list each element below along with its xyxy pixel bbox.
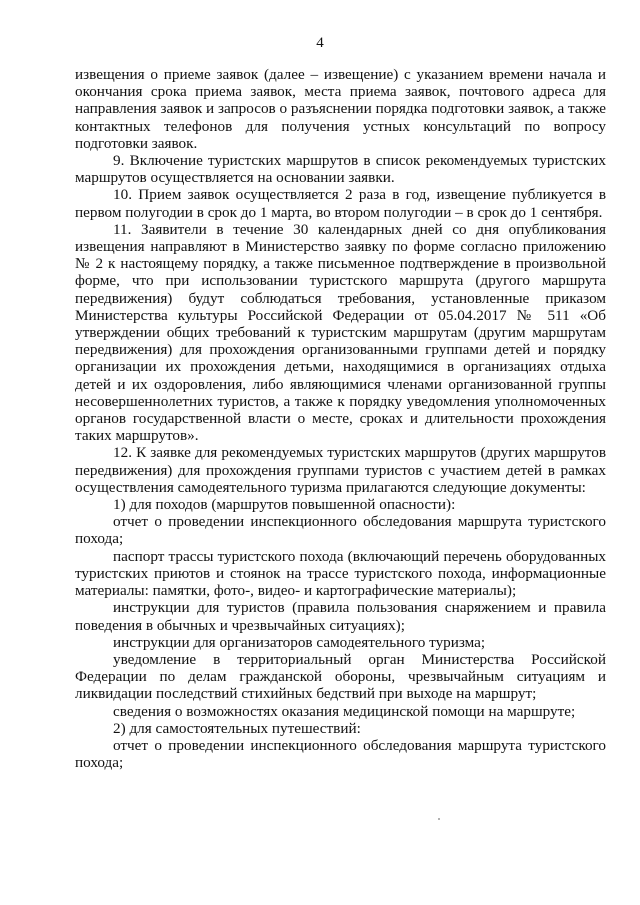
paragraph-item-9: 9. Включение туристских маршрутов в список рекомендуемых туристских маршрутов осуществляется на основании заявки. [75, 152, 606, 187]
list-item: сведения о возможностях оказания медицинской помощи на маршруте; [113, 702, 576, 720]
subitem-hikes-heading: 1) для походов (маршрутов повышенной опасности): [113, 496, 456, 514]
page-number: 4 [316, 35, 324, 51]
list-item: уведомление в территориальный орган Министерства Российской Федерации по делам гражданской обороны, чрезвычайным ситуациям и ликвидации последствий стихийных бедствий при выходе на маршрут; [75, 650, 606, 703]
paragraph-item-10: 10. Прием заявок осуществляется 2 раза в год, извещение публикуется в первом полугодии в срок до 1 марта, во втором полугодии – в срок до 1 сентября. [75, 186, 606, 221]
list-item: инструкции для туристов (правила пользования снаряжением и правила поведения в обычных и чрезвычайных ситуациях); [75, 599, 606, 634]
subitem-independent-trips-heading: 2) для самостоятельных путешествий: [113, 719, 361, 737]
paragraph-continuation: извещения о приеме заявок (далее – извещение) с указанием времени начала и окончания срока приема заявок, места приема заявок, почтового адреса для направления заявок и запросов о разъяснении порядка подготовки заявок, а также контактных телефонов для получения устных консультаций по вопросу подготовки заявок. [75, 66, 606, 152]
list-item: отчет о проведении инспекционного обследования маршрута туристского похода; [75, 736, 606, 772]
scan-artifact-dot [438, 818, 440, 820]
document-body [75, 66, 606, 771]
list-item: инструкции для организаторов самодеятельного туризма; [113, 633, 486, 651]
list-item: паспорт трассы туристского похода (включающий перечень оборудованных туристских приютов и стоянок на трассе туристского похода, информационные материалы: памятки, фото-, видео- и картографические материалы); [75, 547, 606, 600]
list-item: отчет о проведении инспекционного обследования маршрута туристского похода; [75, 513, 606, 548]
paragraph-item-12: 12. К заявке для рекомендуемых туристских маршрутов (других маршрутов передвижения) для прохождения группами туристов с участием детей в рамках осуществления самодеятельного туризма прилагаются следующие документы: [75, 444, 606, 496]
paragraph-item-11: 11. Заявители в течение 30 календарных дней со дня опубликования извещения направляют в Министерство заявку по форме согласно приложению № 2 к настоящему порядку, а также письменное подтверждение в произвольной форме, что при использовании туристского маршрута (другого маршрута передвижения) будут соблюдаться требования, установленные приказом Министерства культуры Российской Федерации от 05.04.2017 № 511 «Об утверждении общих требований к туристским маршрутам (другим маршрутам передвижения) для прохождения организованными группами детей и порядку организации их прохождения детьми, находящимися в организациях отдыха детей и их оздоровления, либо являющимися членами организованной группы несовершеннолетних туристов, а также к порядку уведомления уполномоченных органов государственной власти о месте, сроках и длительности прохождения таких маршрутов». [75, 220, 606, 445]
